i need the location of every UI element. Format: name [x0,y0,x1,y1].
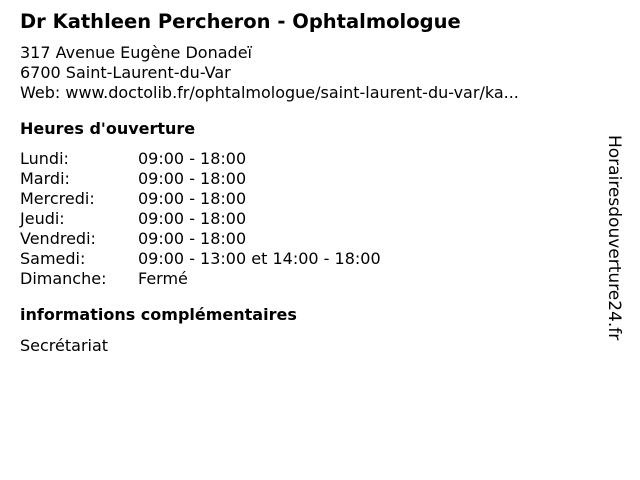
day-label: Lundi: [20,149,69,168]
hours-value: 09:00 - 18:00 [138,229,247,248]
hours-table [20,149,590,289]
page-title: Dr Kathleen Percheron - Ophtalmologue [20,10,461,33]
day-label: Jeudi: [20,209,65,228]
hours-value: Fermé [138,269,188,288]
website-link[interactable]: Web: www.doctolib.fr/ophtalmologue/saint-laurent-du-var/ka... [20,83,519,102]
hours-row-saturday [20,249,590,269]
hours-row-monday [20,149,590,169]
hours-value: 09:00 - 13:00 et 14:00 - 18:00 [138,249,381,268]
day-label: Samedi: [20,249,86,268]
hours-value: 09:00 - 18:00 [138,169,247,188]
hours-row-tuesday [20,169,590,189]
hours-row-thursday [20,209,590,229]
hours-value: 09:00 - 18:00 [138,149,247,168]
hours-row-wednesday [20,189,590,209]
site-watermark: Horairesdouverture24.fr [604,135,624,341]
business-card [20,9,590,356]
info-text: Secrétariat [20,336,109,355]
hours-row-friday [20,229,590,249]
day-label: Vendredi: [20,229,96,248]
hours-heading: Heures d'ouverture [20,119,196,138]
hours-value: 09:00 - 18:00 [138,189,247,208]
address-street: 317 Avenue Eugène Donadeï [20,43,252,62]
day-label: Mardi: [20,169,70,188]
day-label: Dimanche: [20,269,107,288]
info-heading: informations complémentaires [20,305,297,324]
address-block [20,43,590,103]
day-label: Mercredi: [20,189,95,208]
hours-value: 09:00 - 18:00 [138,209,247,228]
hours-row-sunday [20,269,590,289]
address-city: 6700 Saint-Laurent-du-Var [20,63,231,82]
